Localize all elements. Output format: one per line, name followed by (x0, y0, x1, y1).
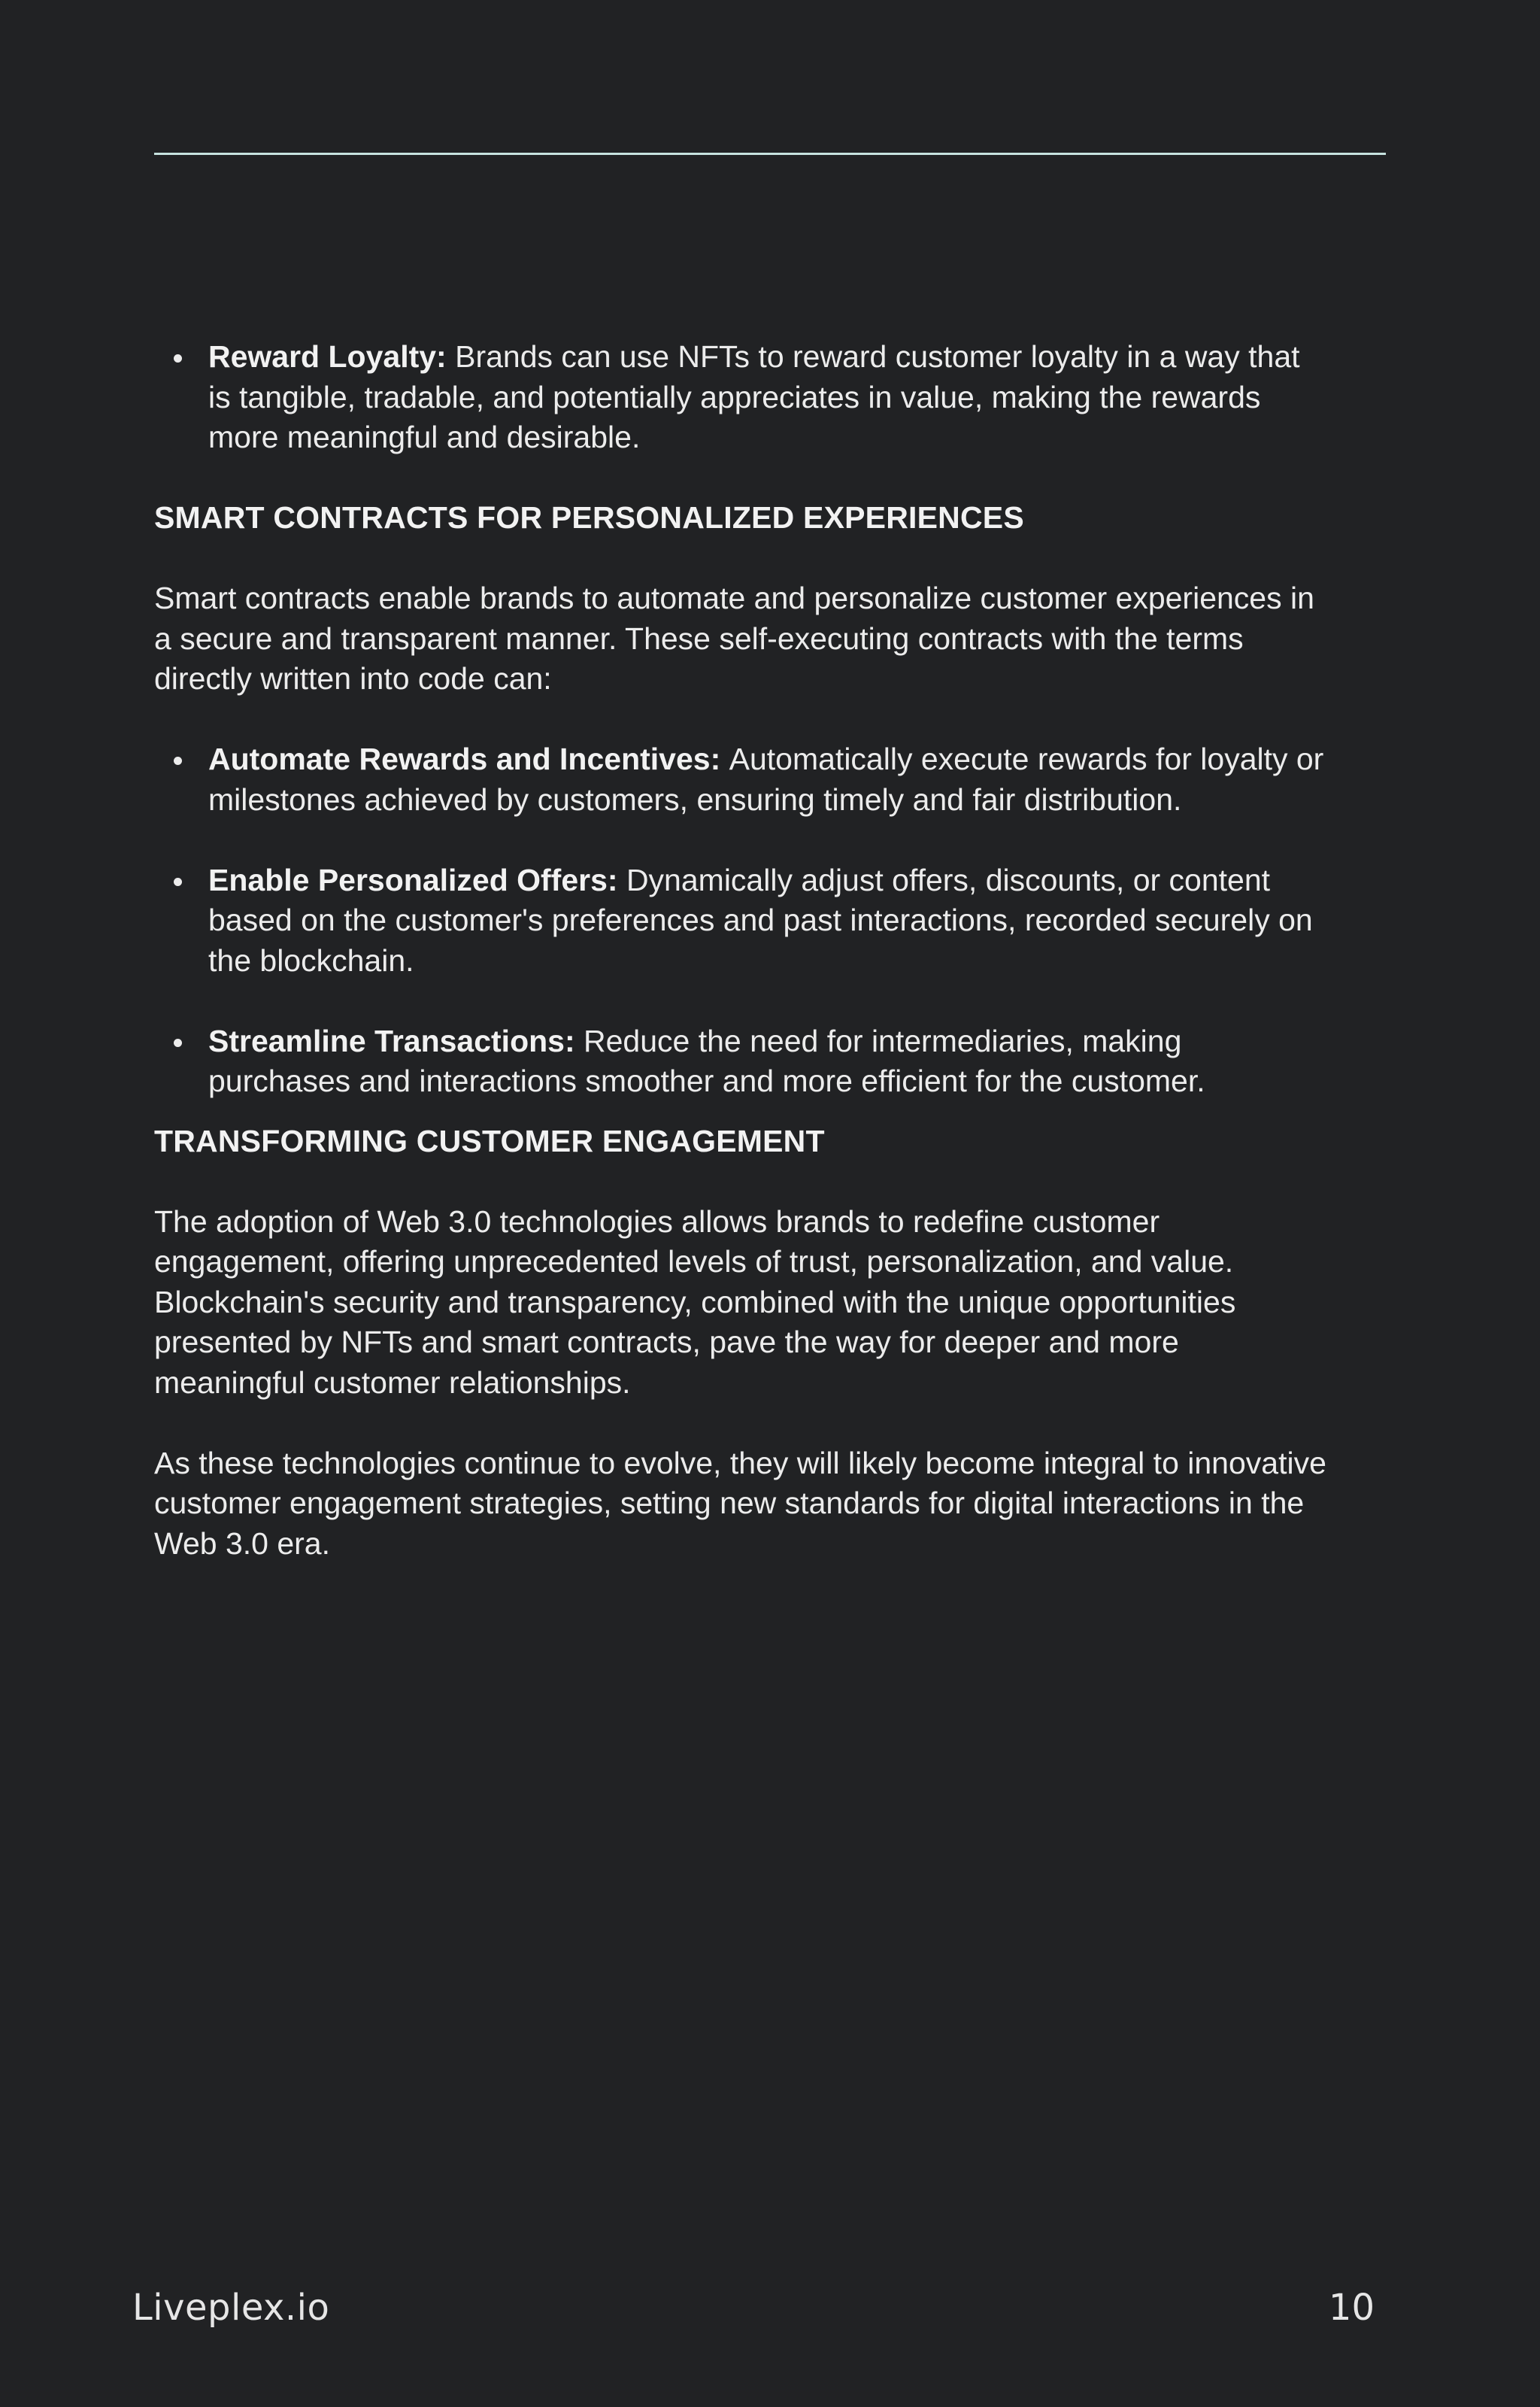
footer-brand: Liveplex.io (132, 2287, 330, 2329)
section-intro: Smart contracts enable brands to automate and personalize customer experiences in a secure and transparent manner. These self-executing contracts with the terms directly written into code can: (154, 581, 1314, 696)
bullet-list-smart-contracts (154, 739, 1327, 1102)
list-item (154, 861, 1327, 982)
bullet-icon (174, 878, 182, 886)
bullet-text: Brands can use NFTs to reward customer loyalty in a way that is tangible, tradable, and potentially appreciates in value, making the rewards more meaningful and desirable. (208, 339, 1300, 454)
bullet-text: Dynamically adjust offers, discounts, or content based on the customer's preferences and past interactions, recorded securely on the blockchain. (208, 862, 1313, 978)
bullet-title: Automate Rewards and Incentives: (208, 742, 729, 776)
list-item (154, 1021, 1327, 1102)
list-item (154, 337, 1327, 458)
bullet-icon (174, 757, 182, 765)
bullet-list-top (154, 337, 1327, 458)
bullet-title: Enable Personalized Offers: (208, 862, 626, 897)
page-number: 10 (1328, 2287, 1375, 2329)
bullet-title: Reward Loyalty: (208, 339, 456, 374)
section-heading-engagement: TRANSFORMING CUSTOMER ENGAGEMENT (154, 1123, 825, 1158)
paragraph: As these technologies continue to evolve, they will likely become integral to innovative customer engagement strategies, setting new standards for digital interactions in the Web 3.0 era. (154, 1445, 1326, 1561)
bullet-icon (174, 1039, 182, 1047)
bullet-title: Streamline Transactions: (208, 1023, 584, 1058)
section-heading-smart-contracts: SMART CONTRACTS FOR PERSONALIZED EXPERIENCES (154, 500, 1024, 535)
page-content (154, 337, 1327, 1564)
list-item (154, 739, 1327, 820)
bullet-text: Automatically execute rewards for loyalty or milestones achieved by customers, ensuring timely and fair distribution. (208, 742, 1324, 817)
bullet-icon (174, 354, 182, 363)
header-divider (154, 153, 1386, 155)
paragraph: The adoption of Web 3.0 technologies allows brands to redefine customer engagement, offering unprecedented levels of trust, personalization, and value. Blockchain's security and transparency, combined with the unique opportunities presented by NFTs and smart contracts, pave the way for deeper and more meaningful customer relationships. (154, 1204, 1236, 1400)
bullet-text: Reduce the need for intermediaries, making purchases and interactions smoother and more efficient for the customer. (208, 1023, 1205, 1098)
